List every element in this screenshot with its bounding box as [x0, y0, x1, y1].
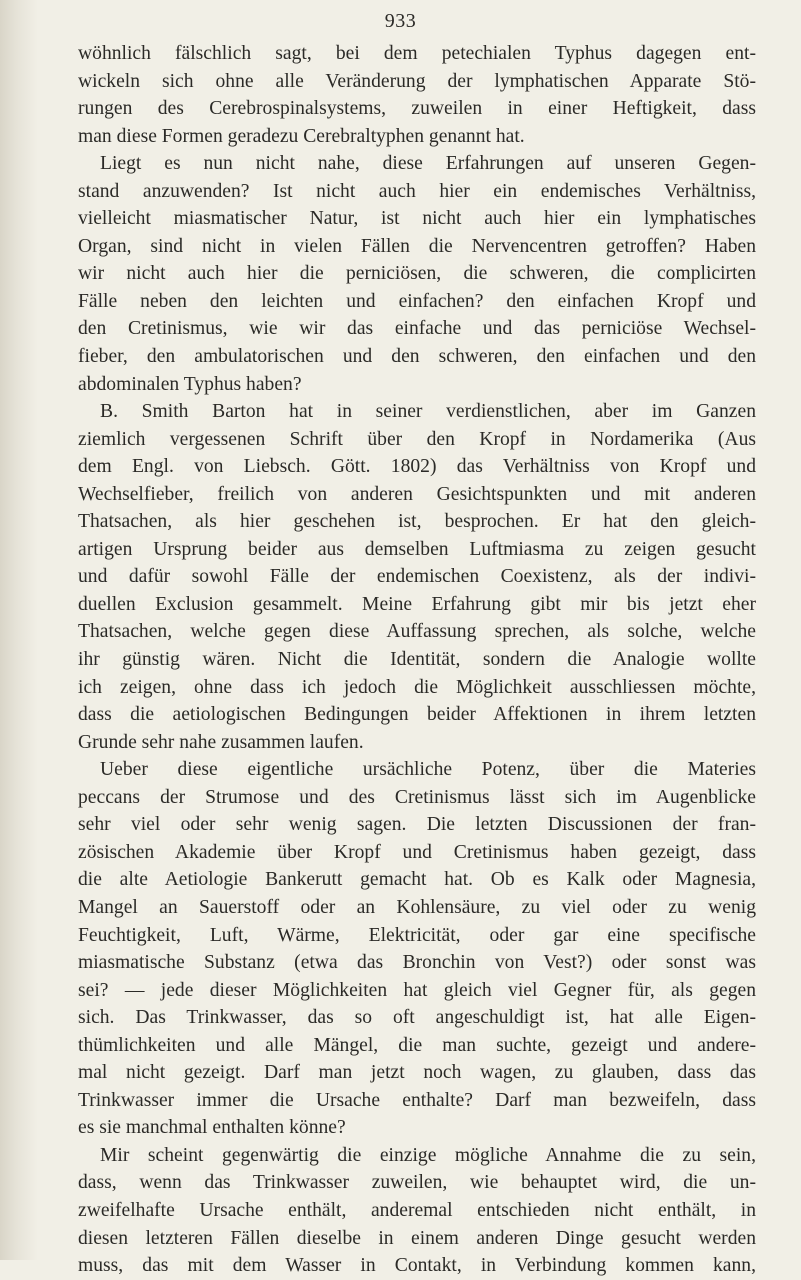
text-line: B. Smith Barton hat in seiner verdienstlichen, aber im Ganzen	[100, 401, 756, 423]
text-line: Fälle neben den leichten und einfachen? den einfachen Kropf und	[78, 290, 756, 312]
text-line: Mir scheint gegenwärtig die einzige mögliche Annahme die zu sein,	[100, 1144, 756, 1166]
page-binding-shadow	[0, 0, 38, 1260]
text-line: dem Engl. von Liebsch. Gött. 1802) das Verhältniss von Kropf und	[78, 456, 756, 478]
text-line: muss, das mit dem Wasser in Contakt, in Verbindung kommen kann,	[78, 1255, 756, 1277]
text-line: sich. Das Trinkwasser, das so oft angeschuldigt ist, hat alle Eigen-	[78, 1007, 756, 1029]
text-line: zösischen Akademie über Kropf und Cretinismus haben gezeigt, dass	[78, 841, 756, 863]
text-line: ihr günstig wären. Nicht die Identität, sondern die Analogie wollte	[78, 649, 756, 671]
page-number: 933	[384, 10, 417, 32]
text-line: Thatsachen, welche gegen diese Auffassung sprechen, als solche, welche	[78, 621, 756, 643]
text-line: man diese Formen geradezu Cerebraltyphen genannt hat.	[78, 125, 525, 147]
text-line: die alte Aetiologie Bankerutt gemacht hat. Ob es Kalk oder Magnesia,	[78, 869, 756, 891]
text-line: Trinkwasser immer die Ursache enthalte? Darf man bezweifeln, dass	[78, 1089, 756, 1111]
text-line: zweifelhafte Ursache enthält, anderemal entschieden nicht enthält, in	[78, 1199, 756, 1221]
text-line: wir nicht auch hier die perniciösen, die schweren, die complicirten	[78, 263, 756, 285]
text-line: rungen des Cerebrospinalsystems, zuweilen in einer Heftigkeit, dass	[78, 98, 756, 120]
text-line: Grunde sehr nahe zusammen laufen.	[78, 731, 364, 753]
text-line: wickeln sich ohne alle Veränderung der lymphatischen Apparate Stö-	[78, 70, 756, 92]
text-line: Liegt es nun nicht nahe, diese Erfahrungen auf unseren Gegen-	[100, 153, 756, 175]
text-line: stand anzuwenden? Ist nicht auch hier ein endemisches Verhältniss,	[78, 180, 756, 202]
text-line: wöhnlich fälschlich sagt, bei dem petechialen Typhus dagegen ent-	[78, 43, 756, 64]
text-line: vielleicht miasmatischer Natur, ist nicht auch hier ein lymphatisches	[78, 208, 756, 230]
text-line: ziemlich vergessenen Schrift über den Kropf in Nordamerika (Aus	[78, 428, 756, 450]
text-line: artigen Ursprung beider aus demselben Luftmiasma zu zeigen gesucht	[78, 538, 756, 560]
text-line: dass, wenn das Trinkwasser zuweilen, wie behauptet wird, die un-	[78, 1172, 756, 1194]
text-line: duellen Exclusion gesammelt. Meine Erfahrung gibt mir bis jetzt eher	[78, 593, 756, 615]
text-line: es sie manchmal enthalten könne?	[78, 1117, 346, 1139]
text-line: Thatsachen, als hier geschehen ist, besprochen. Er hat den gleich-	[78, 511, 756, 533]
text-line: miasmatische Substanz (etwa das Bronchin von Vest?) oder sonst was	[78, 952, 756, 974]
text-line: und dafür sowohl Fälle der endemischen Coexistenz, als der indivi-	[78, 566, 756, 588]
text-line: peccans der Strumose und des Cretinismus lässt sich im Augenblicke	[78, 786, 756, 808]
text-line: Organ, sind nicht in vielen Fällen die Nervencentren getroffen? Haben	[78, 235, 756, 257]
body-text	[78, 40, 756, 1280]
text-line: Ueber diese eigentliche ursächliche Potenz, über die Materies	[100, 759, 756, 781]
text-line: sei? — jede dieser Möglichkeiten hat gleich viel Gegner für, als gegen	[78, 979, 756, 1001]
text-line: diesen letzteren Fällen dieselbe in einem anderen Dinge gesucht werden	[78, 1227, 756, 1249]
text-line: Wechselfieber, freilich von anderen Gesichtspunkten und mit anderen	[78, 483, 756, 505]
text-line: Mangel an Sauerstoff oder an Kohlensäure, zu viel oder zu wenig	[78, 896, 756, 918]
text-line: thümlichkeiten und alle Mängel, die man suchte, gezeigt und andere-	[78, 1034, 756, 1056]
text-line: Feuchtigkeit, Luft, Wärme, Elektricität, oder gar eine specifische	[78, 924, 756, 946]
text-line: fieber, den ambulatorischen und den schweren, den einfachen und den	[78, 346, 756, 368]
text-line: dass die aetiologischen Bedingungen beider Affektionen in ihrem letzten	[78, 704, 756, 726]
text-line: mal nicht gezeigt. Darf man jetzt noch wagen, zu glauben, dass das	[78, 1062, 756, 1084]
text-line: sehr viel oder sehr wenig sagen. Die letzten Discussionen der fran-	[78, 814, 756, 836]
text-line: den Cretinismus, wie wir das einfache und das perniciöse Wechsel-	[78, 318, 756, 340]
text-line: ich zeigen, ohne dass ich jedoch die Möglichkeit ausschliessen möchte,	[78, 676, 756, 698]
text-line: abdominalen Typhus haben?	[78, 373, 302, 395]
